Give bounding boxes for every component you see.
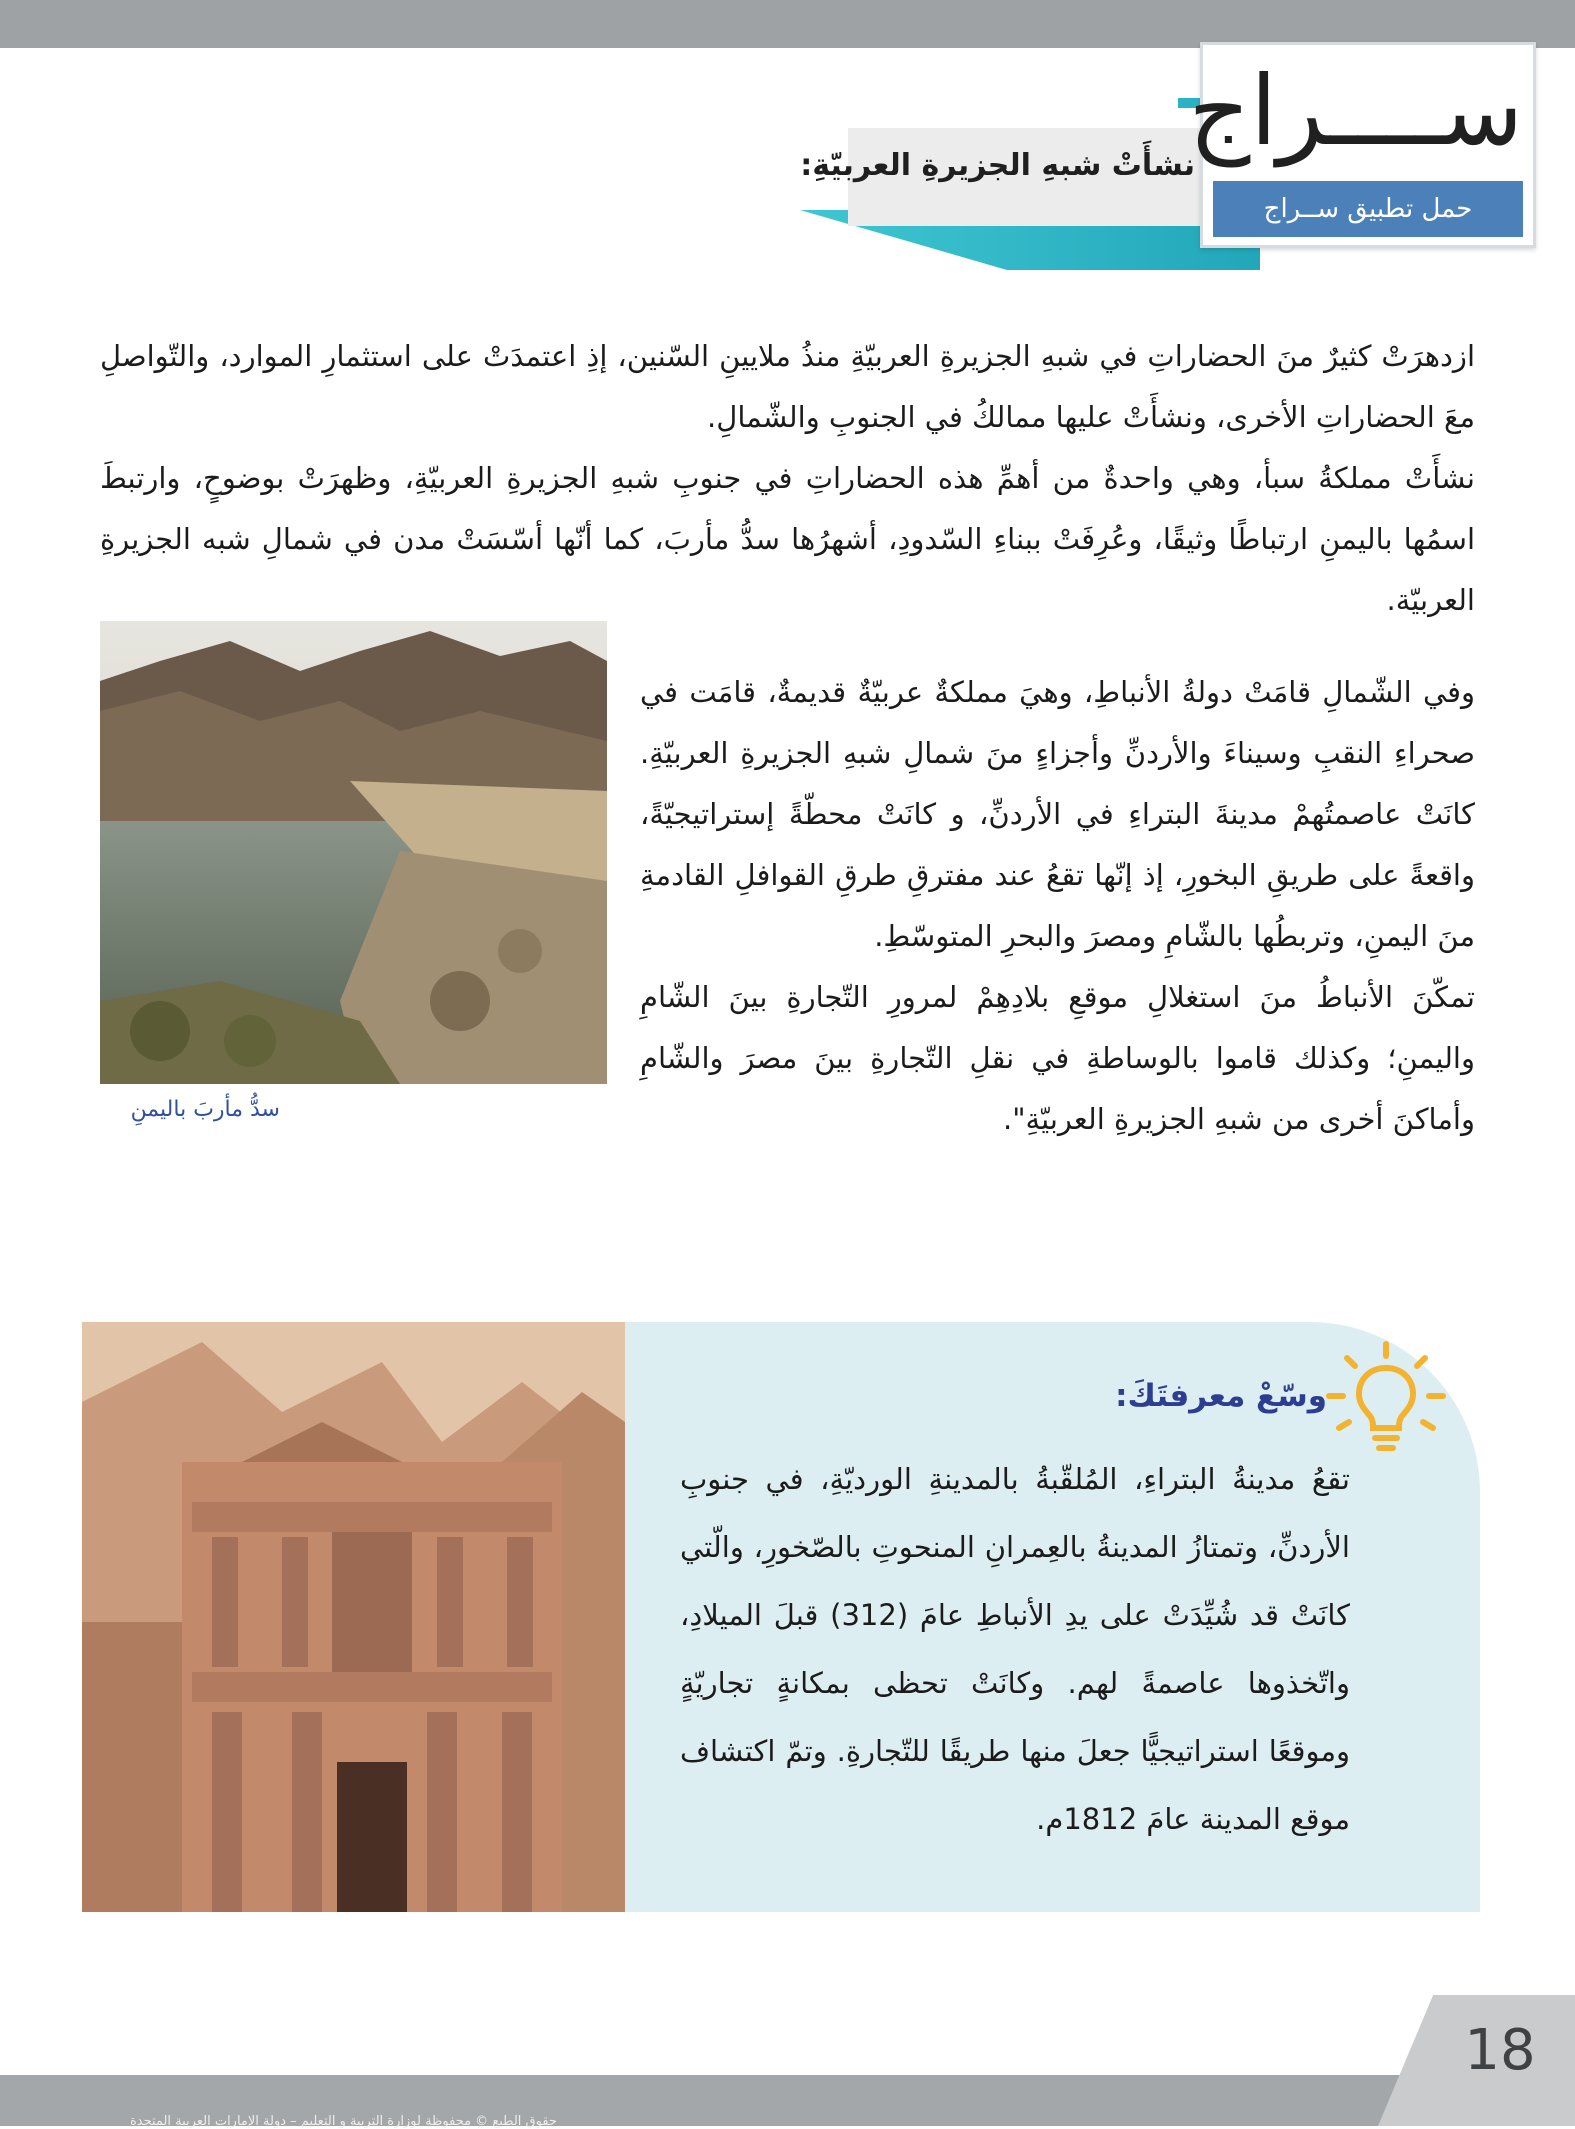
knowledge-title: وسّعْ معرفتَكَ: [1115,1378,1327,1414]
petra-monastery-photo [82,1322,625,1912]
paragraph-nabataeans: وفي الشّمالِ قامَتْ دولةُ الأنباطِ، وهيَ مملكةٌ عربيّةٌ قديمةٌ، قامَت في صحراءِ النقبِ وسيناءَ والأردنِّ وأجزاءٍ منَ شمالِ شبهِ الجزيرةِ العربيّةِ. كانَتْ عاصمتُهمْ مدينةَ البتراءِ في الأردنِّ، و كانَتْ محطّةً إستراتيجيّةً، واقعةً على طريقِ البخورِ، إذ إنّها تقعُ عند مفترقِ طرقِ القوافلِ القادمةِ منَ اليمنِ، وتربطُها بالشّامِ ومصرَ والبحرِ المتوسّطِ. [640,675,1475,953]
siraj-logo-badge[interactable] [1188,42,1536,248]
page-number: 18 [1464,2018,1536,2083]
section-title: نشأَتْ شبهِ الجزيرةِ العربيّةِ: [800,148,1195,183]
paragraph-intro: ازدهرَتْ كثيرٌ منَ الحضاراتِ في شبهِ الجزيرةِ العربيّةِ منذُ ملايينِ السّنين، إذِ اعتمدَتْ على استثمارِ الموارد، والتّواصلِ معَ الحضاراتِ الأخرى، ونشأَتْ عليها ممالكُ في الجنوبِ والشّمالِ. [100,339,1475,434]
photo-caption: سدُّ مأربَ باليمنِ [130,1097,280,1122]
knowledge-text: تقعُ مدينةُ البتراءِ، المُلقّبةُ بالمدينةِ الورديّةِ، في جنوبِ الأردنِّ، وتمتازُ المدينةُ بالعِمرانِ المنحوتِ بالصّخورِ، والّتي كانَتْ قد شُيِّدَتْ على يدِ الأنباطِ عامَ (312) قبلَ الميلادِ، واتّخذوها عاصمةً لهم. وكانَتْ تحظى بمكانةٍ تجاريّةٍ وموقعًا استراتيجيًّا جعلَ منها طريقًا للتّجارةِ. وتمّ اكتشاف موقع المدينة عامَ 1812م. [680,1462,1350,1836]
siraj-tagline: حمل تطبيق ســراج [1213,181,1523,237]
siraj-logo-text: ســــراج [1188,55,1523,167]
top-bar [0,0,1575,48]
paragraph-saba: نشأَتْ مملكةُ سبأ، وهي واحدةٌ من أهمِّ هذه الحضاراتِ في جنوبِ شبهِ الجزيرةِ العربيّةِ، وظهرَتْ بوضوحٍ، وارتبطَ اسمُها باليمنِ ارتباطًا وثيقًا، وعُرِفَتْ ببناءِ السّدودِ، أشهرُها سدُّ مأربَ، كما أنّها أسّسَتْ مدن في شمالِ شبه الجزيرةِ العربيّة. [100,461,1475,617]
copyright-notice: حقوق الطبع © محفوظة لوزارة التربية و التعليم – دولة الإمارات العربية المتحدة [130,2114,557,2129]
marib-dam-photo [100,621,607,1084]
lightbulb-icon [1325,1338,1447,1460]
paragraph-trade: تمكّنَ الأنباطُ منَ استغلالِ موقعِ بلادِهِمْ لمرورِ التّجارةِ بينَ الشّامِ واليمنِ؛ وكذلك قاموا بالوساطةِ في نقلِ التّجارةِ بينَ مصرَ والشّامِ وأماكنَ أخرى من شبهِ الجزيرةِ العربيّةِ". [640,980,1475,1136]
